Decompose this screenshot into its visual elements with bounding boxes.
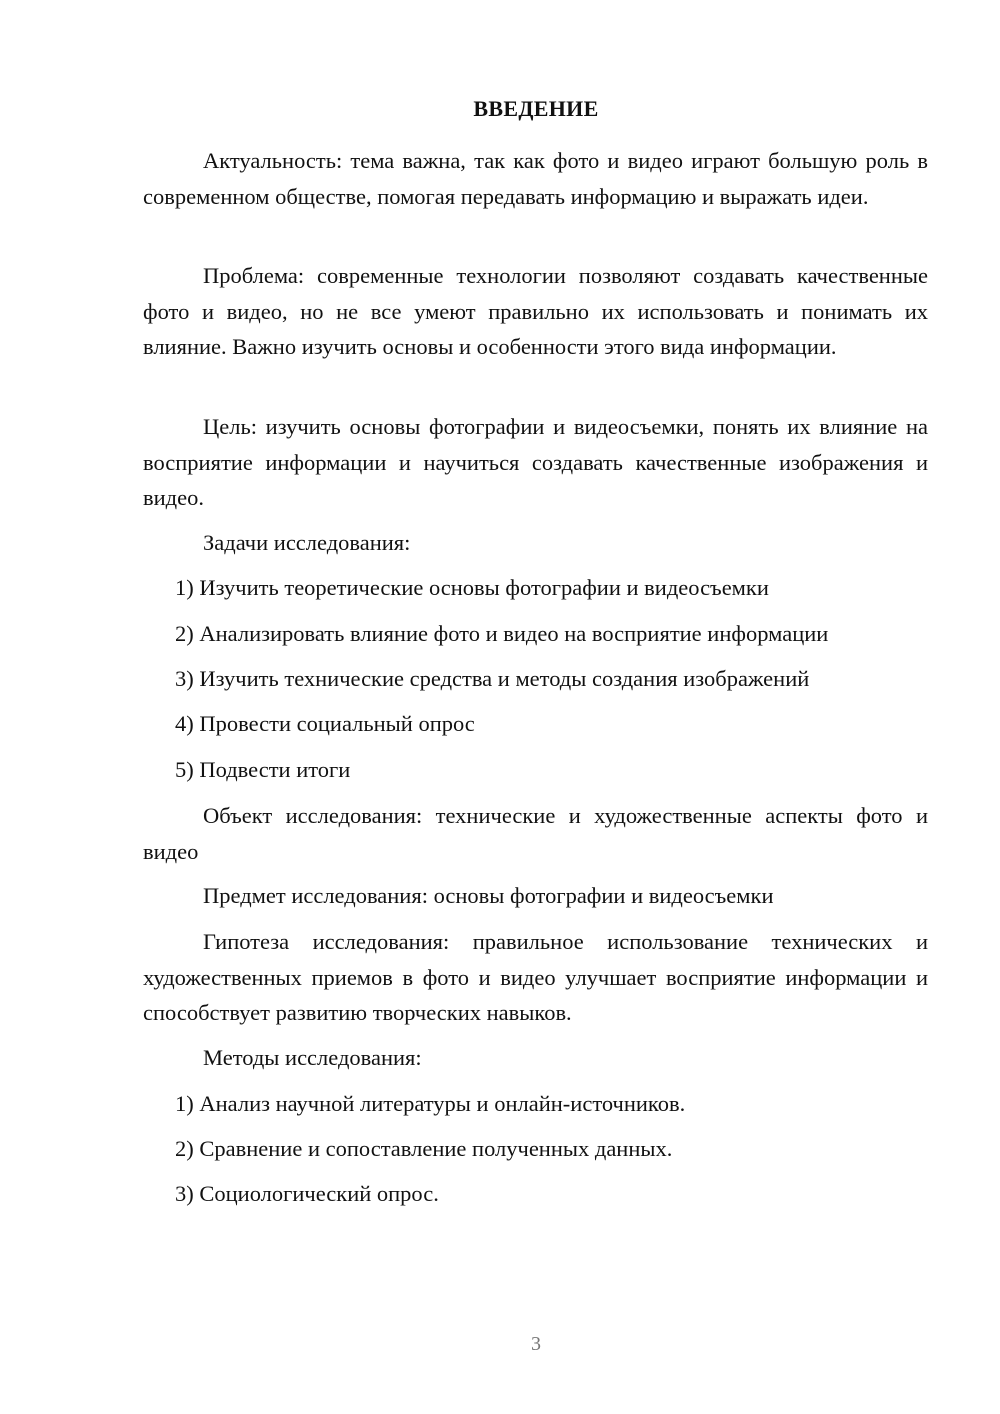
task-item: 4) Провести социальный опрос	[175, 711, 475, 736]
method-item: 1) Анализ научной литературы и онлайн-источников.	[175, 1091, 686, 1116]
goal-paragraph: Цель: изучить основы фотографии и видеосъемки, понять их влияние на восприятие информации и научиться создавать качественные изображения и видео.	[143, 414, 928, 510]
relevance-paragraph: Актуальность: тема важна, так как фото и видео играют большую роль в современном обществе, помогая передавать информацию и выражать идеи.	[143, 148, 928, 209]
task-item: 2) Анализировать влияние фото и видео на восприятие информации	[175, 621, 829, 646]
object-paragraph: Объект исследования: технические и художественные аспекты фото и видео	[143, 803, 928, 864]
problem-paragraph: Проблема: современные технологии позволяют создавать качественные фото и видео, но не все умеют правильно их использовать и понимать их влияние. Важно изучить основы и особенности этого вида информации.	[143, 263, 928, 359]
subject-paragraph: Предмет исследования: основы фотографии и видеосъемки	[203, 883, 774, 908]
method-item: 3) Социологический опрос.	[175, 1181, 439, 1206]
task-item: 1) Изучить теоретические основы фотографии и видеосъемки	[175, 575, 769, 600]
task-item: 3) Изучить технические средства и методы создания изображений	[175, 666, 810, 691]
page-title: ВВЕДЕНИЕ	[473, 96, 599, 121]
page-number: 3	[531, 1333, 541, 1355]
methods-heading: Методы исследования:	[203, 1045, 422, 1070]
method-item: 2) Сравнение и сопоставление полученных данных.	[175, 1136, 673, 1161]
hypothesis-paragraph: Гипотеза исследования: правильное использование технических и художественных приемов в фото и видео улучшает восприятие информации и способствует развитию творческих навыков.	[143, 929, 928, 1025]
tasks-heading: Задачи исследования:	[203, 530, 411, 555]
task-item: 5) Подвести итоги	[175, 757, 351, 782]
